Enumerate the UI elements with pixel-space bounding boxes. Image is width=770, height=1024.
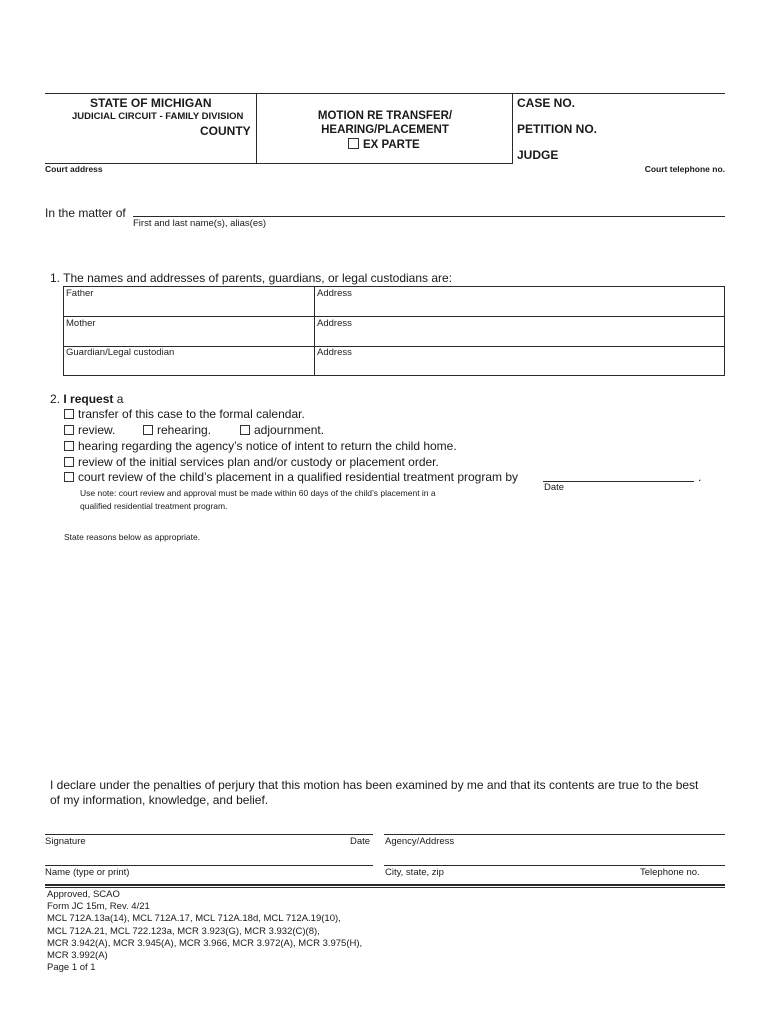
adjournment-checkbox[interactable] [240,425,250,435]
footer-mcl-1: MCL 712A.13a(14), MCL 712A.17, MCL 712A.18d, MCL 712A.19(10), [47,913,341,925]
section2-num: 2. [50,392,61,406]
ex-parte-label: EX PARTE [363,139,420,151]
petition-no-label: PETITION NO. [517,122,598,136]
state-title: STATE OF MICHIGAN [90,96,212,110]
option-transfer-label: transfer of this case to the formal calendar. [78,407,305,421]
agency-field[interactable] [384,834,725,835]
option-court-review-label: court review of the child’s placement in a qualified residential treatment program by [78,470,519,484]
option-initial-review[interactable] [64,455,439,469]
period: . [698,470,702,484]
city-label: City, state, zip [385,867,444,878]
county-label: COUNTY [200,124,251,138]
judge-label: JUDGE [517,148,559,162]
footer-approved: Approved, SCAO [47,889,120,900]
matter-sublabel: First and last name(s), alias(es) [133,218,267,229]
matter-name-field[interactable] [133,216,725,217]
option-rehearing-label: rehearing. [157,423,212,437]
option-adjournment[interactable] [240,423,324,437]
mother-field[interactable]: Mother [66,318,96,329]
rehearing-checkbox[interactable] [143,425,153,435]
footer-form-id: Form JC 15m, Rev. 4/21 [47,901,150,913]
signature-field[interactable] [45,834,373,835]
ex-parte-checkbox[interactable] [348,138,359,149]
section1-heading: 1. The names and addresses of parents, guardians, or legal custodians are: [50,271,453,285]
option-transfer[interactable] [64,407,305,421]
option-hearing-label: hearing regarding the agency’s notice of intent to return the child home. [78,439,457,453]
ex-parte-option[interactable] [348,138,420,151]
telephone-label: Telephone no. [640,867,700,878]
father-field[interactable]: Father [66,288,94,299]
review-checkbox[interactable] [64,425,74,435]
option-initial-label: review of the initial services plan and/or custody or placement order. [78,455,439,469]
hearing-checkbox[interactable] [64,441,74,451]
guardian-address-field[interactable]: Address [317,347,352,358]
request-bold: I request [63,392,114,406]
footer-mcr-1: MCR 3.942(A), MCR 3.945(A), MCR 3.966, MCR 3.972(A), MCR 3.975(H), [47,937,363,949]
option-review-label: review. [78,423,116,437]
footer-page: Page 1 of 1 [47,962,96,974]
guardian-field[interactable]: Guardian/Legal custodian [66,347,175,358]
agency-label: Agency/Address [385,836,455,847]
name-field[interactable] [45,865,373,866]
city-field[interactable] [384,865,725,866]
date-sig-label: Date [350,836,371,847]
reasons-area[interactable] [64,548,724,768]
court-review-checkbox[interactable] [64,472,74,482]
use-note-line2: qualified residential treatment program. [80,501,228,511]
reasons-label: State reasons below as appropriate. [64,532,201,542]
request-rest: a [113,392,124,406]
court-address-label: Court address [45,164,103,174]
signature-label: Signature [45,836,86,847]
date-field[interactable] [543,481,694,482]
father-address-field[interactable]: Address [317,288,352,299]
section2-heading [50,392,123,406]
declaration-line1: I declare under the penalties of perjury that this motion has been examined by me and that its contents are true to the best [50,778,699,792]
declaration-line2: of my information, knowledge, and belief. [50,793,269,807]
footer-citations [47,889,362,974]
court-phone-label: Court telephone no. [644,164,725,174]
option-hearing[interactable] [64,439,457,453]
footer-divider-thin [45,887,725,888]
use-note-line1: Use note: court review and approval must be made within 60 days of the child’s placement in a [80,488,436,498]
form-title-line2: HEARING/PLACEMENT [321,124,449,136]
option-adjournment-label: adjournment. [254,423,325,437]
date-label: Date [544,482,565,493]
case-no-label: CASE NO. [517,96,576,110]
matter-label: In the matter of [45,206,126,220]
transfer-checkbox[interactable] [64,409,74,419]
option-rehearing[interactable] [143,423,211,437]
mother-address-field[interactable]: Address [317,318,352,329]
court-line: JUDICIAL CIRCUIT - FAMILY DIVISION [72,111,244,122]
form-title-line1: MOTION RE TRANSFER/ [317,110,453,122]
option-review[interactable] [64,423,115,437]
footer-divider [45,884,725,886]
footer-mcl-2: MCL 712A.21, MCL 722.123a, MCR 3.923(G), MCR 3.932(C)(8), [47,925,320,937]
footer-mcr-2: MCR 3.992(A) [47,950,108,962]
initial-review-checkbox[interactable] [64,457,74,467]
name-label: Name (type or print) [45,867,130,878]
option-court-review[interactable] [64,470,518,484]
